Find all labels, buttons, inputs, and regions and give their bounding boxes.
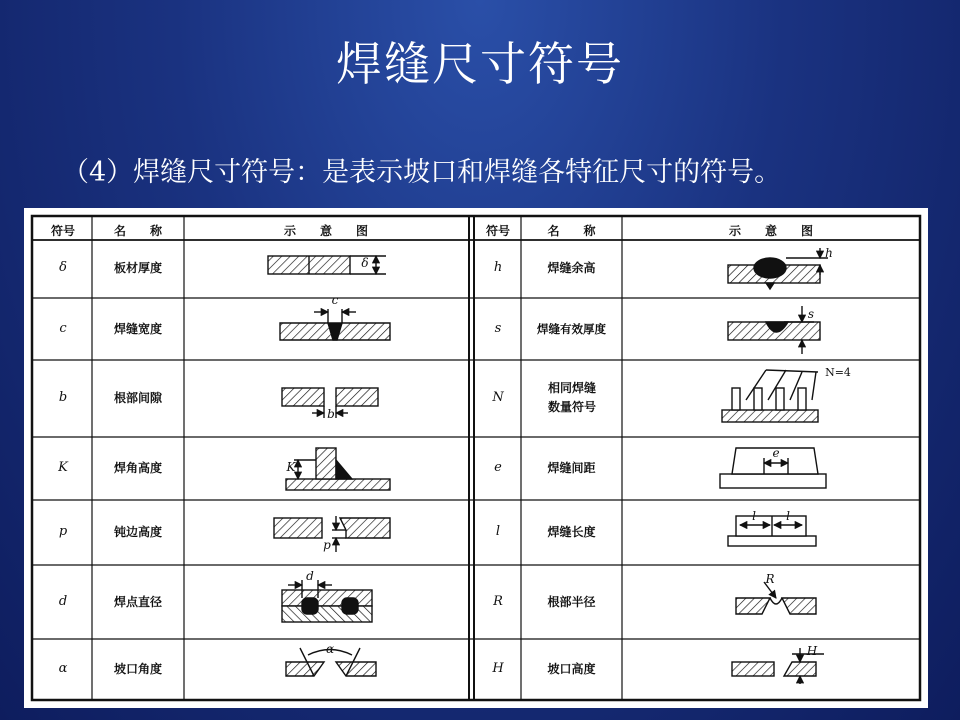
label-c: c bbox=[331, 293, 339, 307]
label-d: d bbox=[306, 569, 314, 583]
label-delta: δ bbox=[361, 256, 369, 270]
symbol-b: b bbox=[58, 390, 68, 405]
name-weld-length: 焊缝长度 bbox=[547, 525, 596, 539]
symbol-K: K bbox=[58, 460, 68, 475]
label-e: e bbox=[772, 446, 780, 460]
symbol-alpha: α bbox=[58, 661, 68, 676]
name-leg-height: 焊角高度 bbox=[113, 461, 162, 475]
symbol-N: N bbox=[492, 390, 504, 405]
diagram-root-face bbox=[274, 516, 390, 552]
diagram-weld-width bbox=[280, 309, 390, 340]
page-title: 焊缝尺寸符号 bbox=[336, 37, 624, 91]
diagram-root-radius bbox=[736, 582, 816, 614]
name-weld-spacing: 焊缝间距 bbox=[547, 461, 596, 475]
page-subtitle: （4）焊缝尺寸符号：是表示坡口和焊缝各特征尺寸的符号。 bbox=[62, 157, 782, 188]
symbol-e: e bbox=[494, 460, 502, 475]
name-reinforcement: 焊缝余高 bbox=[547, 261, 596, 275]
name-spot-diameter: 焊点直径 bbox=[113, 595, 162, 609]
symbol-h: h bbox=[493, 260, 503, 275]
label-K: K bbox=[286, 460, 296, 474]
diagram-leg-height bbox=[286, 448, 390, 490]
label-b: b bbox=[327, 407, 335, 421]
diagram-spot-diameter bbox=[282, 580, 372, 622]
table-grid-and-diagrams bbox=[24, 208, 928, 708]
label-l-1: l bbox=[752, 509, 756, 523]
header-symbol-right: 符号 bbox=[485, 224, 510, 238]
name-root-gap: 根部间隙 bbox=[113, 391, 162, 405]
symbol-delta: δ bbox=[59, 260, 67, 275]
name-weld-width: 焊缝宽度 bbox=[113, 322, 162, 336]
label-s: s bbox=[807, 307, 815, 321]
symbol-d: d bbox=[58, 594, 68, 609]
weld-symbol-table bbox=[24, 208, 928, 708]
name-root-radius: 根部半径 bbox=[547, 595, 596, 609]
label-R: R bbox=[765, 572, 775, 586]
name-effective-throat: 焊缝有效厚度 bbox=[537, 322, 606, 336]
name-groove-depth: 坡口高度 bbox=[547, 662, 596, 676]
header-diagram-right: 示 意 图 bbox=[728, 224, 813, 238]
name-plate-thickness: 板材厚度 bbox=[113, 261, 162, 275]
symbol-p: p bbox=[58, 524, 68, 539]
symbol-c: c bbox=[59, 321, 67, 336]
diagram-reinforcement bbox=[728, 248, 828, 289]
label-N: N=4 bbox=[825, 366, 851, 379]
label-alpha: α bbox=[325, 642, 335, 656]
label-h: h bbox=[825, 246, 833, 260]
header-diagram-left: 示 意 图 bbox=[283, 224, 368, 238]
name-root-face: 钝边高度 bbox=[113, 525, 162, 539]
symbol-l: l bbox=[495, 524, 501, 539]
header-name-left: 名 称 bbox=[113, 224, 162, 238]
header-name-right: 名 称 bbox=[547, 224, 596, 238]
symbol-R: R bbox=[493, 594, 503, 609]
diagram-weld-count bbox=[722, 370, 818, 422]
diagram-weld-length bbox=[728, 516, 816, 546]
header-symbol-left: 符号 bbox=[50, 224, 75, 238]
name-groove-angle: 坡口角度 bbox=[113, 662, 162, 676]
label-H: H bbox=[806, 644, 818, 658]
symbol-s: s bbox=[494, 321, 502, 336]
label-l-2: l bbox=[786, 509, 790, 523]
symbol-H: H bbox=[492, 661, 504, 676]
label-p: p bbox=[323, 538, 331, 552]
name-weld-count: 相同焊缝数量符号 bbox=[548, 381, 597, 414]
